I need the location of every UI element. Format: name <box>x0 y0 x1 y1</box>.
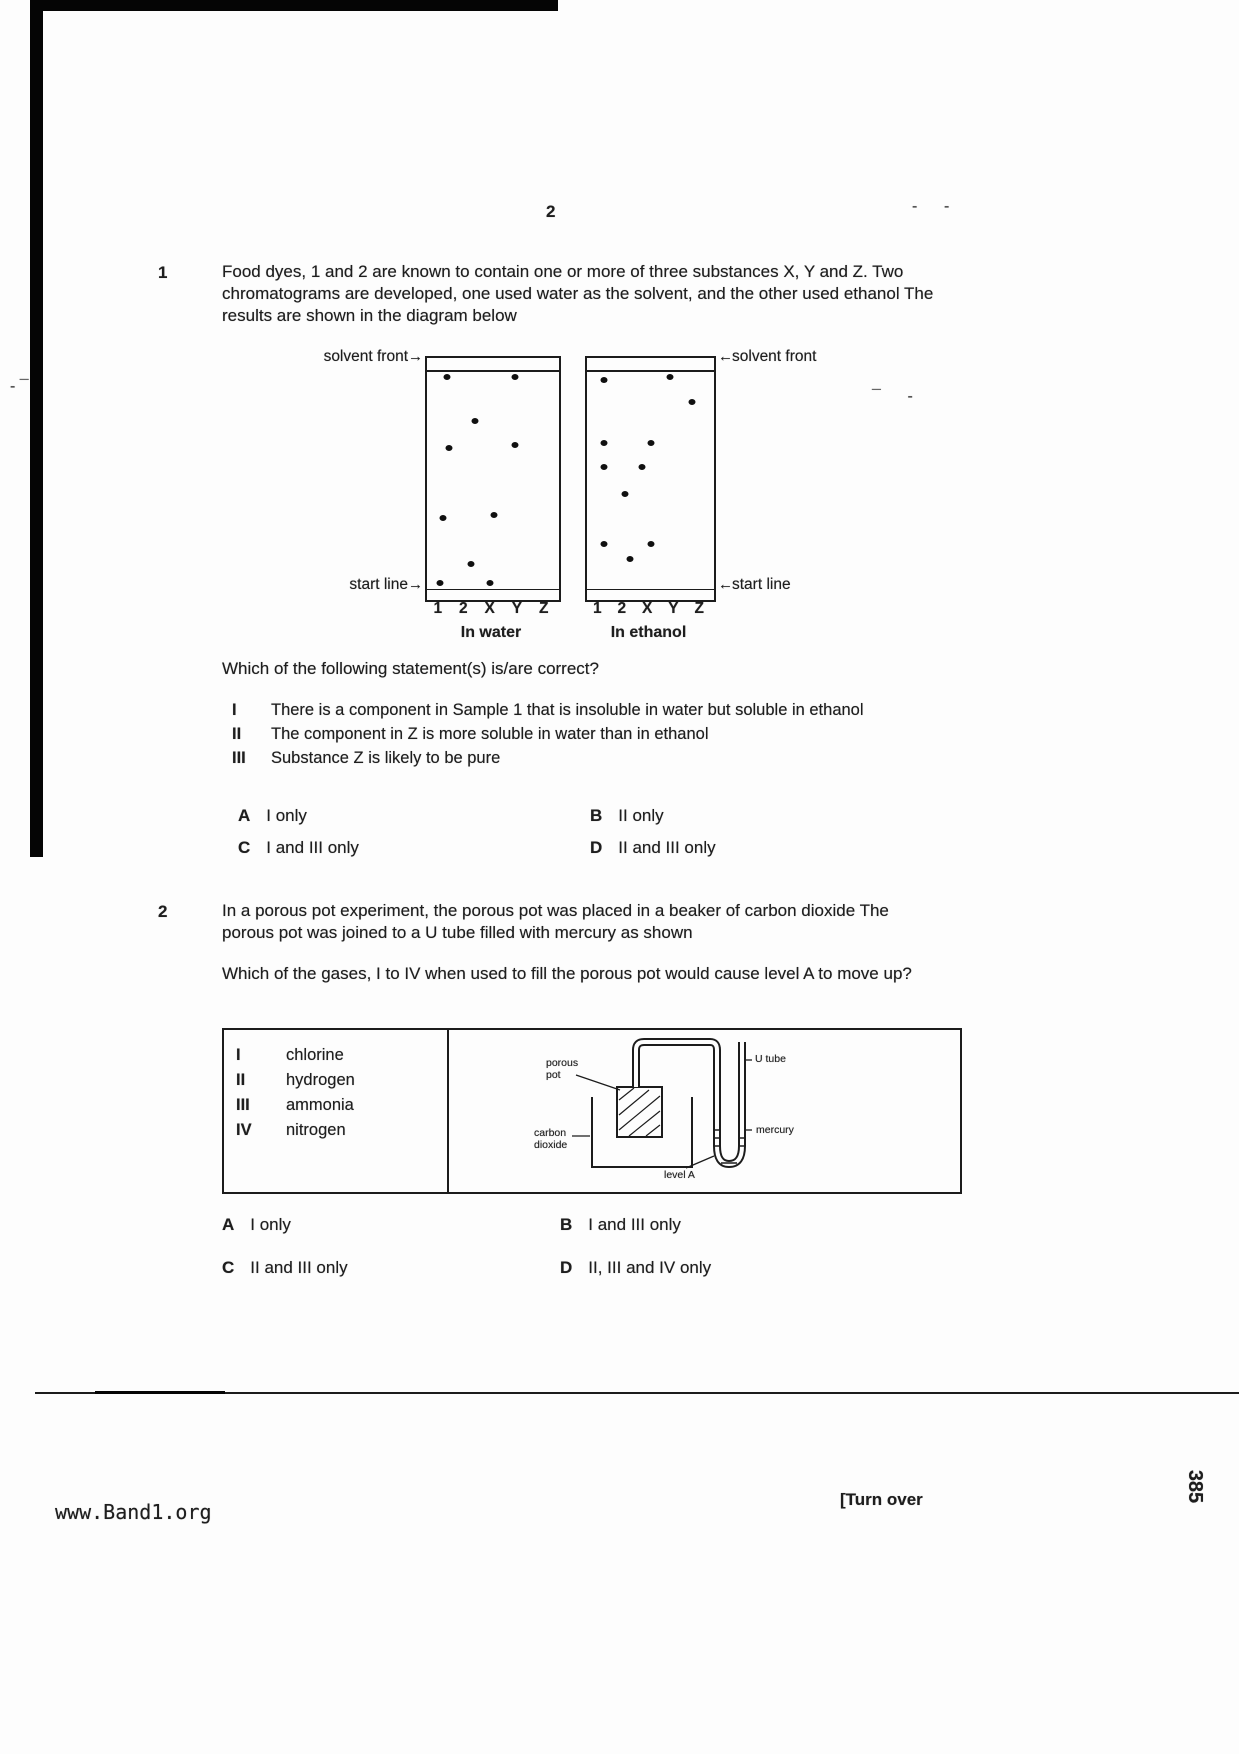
chromatogram-spot <box>467 561 474 567</box>
u-tube-label: U tube <box>755 1053 786 1065</box>
option-B <box>560 1215 862 1235</box>
solvent-front-label <box>300 348 422 366</box>
option-letter: A <box>222 1215 235 1234</box>
gas-name: nitrogen <box>286 1121 346 1139</box>
chromatogram-spot <box>600 377 607 383</box>
q2-options <box>222 1215 862 1278</box>
q1-statements <box>232 700 871 772</box>
solvent-front-line <box>587 370 714 372</box>
option-letter: B <box>560 1215 573 1234</box>
porous-pot-diagram <box>224 1030 960 1192</box>
statement-II <box>232 724 871 745</box>
carbon-dioxide-label: carbon dioxide <box>534 1127 568 1151</box>
lane-labels <box>425 600 557 618</box>
option-text: II and III only <box>618 838 716 857</box>
chromatogram-spot <box>600 541 607 547</box>
chromatogram-spot <box>471 418 478 424</box>
lane-label: Z <box>694 600 704 617</box>
chromatogram-spot <box>439 515 446 521</box>
option-A <box>238 806 590 826</box>
start-line-label <box>330 576 422 594</box>
chromatogram-paper <box>425 356 561 602</box>
statement-numeral: I <box>232 701 237 719</box>
statement-numeral: II <box>232 725 242 743</box>
option-letter: B <box>590 806 603 825</box>
option-letter: D <box>590 838 603 857</box>
solvent-front-line <box>427 370 559 372</box>
start-line <box>587 589 714 590</box>
option-A <box>222 1215 560 1235</box>
level-a-label: level A <box>664 1169 695 1181</box>
scan-artifact: - ¯ <box>10 378 29 395</box>
lane-label: Y <box>511 600 523 617</box>
chromatogram-spot <box>443 374 450 380</box>
option-text: I only <box>250 1215 291 1234</box>
chromatogram-spot <box>638 464 645 470</box>
chromatogram-spot <box>512 442 519 448</box>
option-text: I only <box>266 806 307 825</box>
statement-text: There is a component in Sample 1 that is insoluble in water but soluble in ethanol <box>271 701 864 719</box>
start-line-text: start line <box>349 576 408 593</box>
gas-numeral: III <box>236 1096 250 1114</box>
gas-numeral: IV <box>236 1121 252 1139</box>
chromatogram-spot <box>689 399 696 405</box>
chromatogram-spot <box>446 445 453 451</box>
lane-label: X <box>484 600 495 617</box>
option-text: II and III only <box>250 1258 348 1277</box>
scan-artifact: - - <box>912 198 950 215</box>
lane-label: X <box>642 600 653 617</box>
q2-question: Which of the gases, I to IV when used to fill the porous pot would cause level A to move up? <box>222 964 912 983</box>
option-B <box>590 806 858 826</box>
lane-labels <box>585 600 712 618</box>
arrow-right-icon: → <box>408 576 422 593</box>
chromatogram-paper <box>585 356 716 602</box>
chromatogram-caption: In water <box>460 624 522 641</box>
option-D <box>560 1258 862 1278</box>
porous-pot-label: porous pot <box>546 1057 579 1081</box>
solvent-front-text: solvent front <box>732 348 817 365</box>
chromatogram-spot <box>647 440 654 446</box>
gas-name: ammonia <box>286 1096 354 1114</box>
gas-name: chlorine <box>286 1046 344 1064</box>
q1-options <box>238 806 858 858</box>
option-text: I and III only <box>266 838 359 857</box>
lane-label: 1 <box>592 600 602 617</box>
statement-III <box>232 748 871 769</box>
option-text: I and III only <box>588 1215 681 1234</box>
page-number: 2 <box>546 202 556 221</box>
chromatogram-spot <box>487 580 494 586</box>
option-D <box>590 838 858 858</box>
chromatogram-spot <box>627 556 634 562</box>
gas-numeral: II <box>236 1071 246 1089</box>
chromatogram-spot <box>600 440 607 446</box>
footer-rule-heavy <box>95 1391 225 1394</box>
gas-numeral: I <box>236 1046 241 1064</box>
lane-label: Y <box>668 600 679 617</box>
arrow-right-icon: → <box>408 348 422 365</box>
solvent-front-label <box>718 348 816 366</box>
statement-text: The component in Z is more soluble in water than in ethanol <box>271 725 709 743</box>
q2-number: 2 <box>158 902 168 921</box>
lane-label: 2 <box>617 600 627 617</box>
option-text: II, III and IV only <box>588 1258 712 1277</box>
lane-label: 1 <box>433 600 443 617</box>
chromatogram-spot <box>647 541 654 547</box>
q1-question: Which of the following statement(s) is/are correct? <box>222 659 599 678</box>
chromatogram-spot <box>437 580 444 586</box>
gas-name: hydrogen <box>286 1071 355 1089</box>
chromatogram-spot <box>666 374 673 380</box>
start-line-text: start line <box>732 576 791 593</box>
lane-label: Z <box>539 600 549 617</box>
chromatogram-spot <box>600 464 607 470</box>
arrow-left-icon: ← <box>718 348 732 365</box>
chromatogram-spot <box>512 374 519 380</box>
option-text: II only <box>618 806 664 825</box>
start-line-label <box>718 576 791 594</box>
arrow-left-icon: ← <box>718 576 732 593</box>
lane-label: 2 <box>458 600 468 617</box>
scan-edge-left <box>30 0 43 857</box>
q1-number: 1 <box>158 263 168 282</box>
statement-I <box>232 700 871 721</box>
chromatogram-caption: In ethanol <box>610 624 687 641</box>
scan-edge-top <box>30 0 558 11</box>
option-letter: C <box>222 1258 235 1277</box>
page-side-number: 385 <box>1184 1469 1207 1504</box>
q2-figure-box <box>222 1028 962 1194</box>
q1-text: Food dyes, 1 and 2 are known to contain one or more of three substances X, Y and Z. Two chromatograms are developed, one used water as the solvent, and the other used ethanol The results are shown in the diagram below <box>222 262 934 325</box>
scan-artifact: ¯ - <box>872 388 913 405</box>
option-letter: A <box>238 806 251 825</box>
mercury-label: mercury <box>756 1124 794 1136</box>
chromatogram-spot <box>622 491 629 497</box>
option-C <box>238 838 590 858</box>
option-letter: D <box>560 1258 573 1277</box>
solvent-front-text: solvent front <box>323 348 408 365</box>
turn-over-label: [Turn over <box>840 1490 923 1509</box>
option-C <box>222 1258 560 1278</box>
option-letter: C <box>238 838 251 857</box>
start-line <box>427 589 559 590</box>
statement-text: Substance Z is likely to be pure <box>271 749 501 767</box>
statement-numeral: III <box>232 749 246 767</box>
chromatogram-spot <box>491 512 498 518</box>
q2-text: In a porous pot experiment, the porous pot was placed in a beaker of carbon dioxide The porous pot was joined to a U tube filled with mercury as shown <box>222 901 889 942</box>
footer-url: www.Band1.org <box>55 1500 212 1524</box>
